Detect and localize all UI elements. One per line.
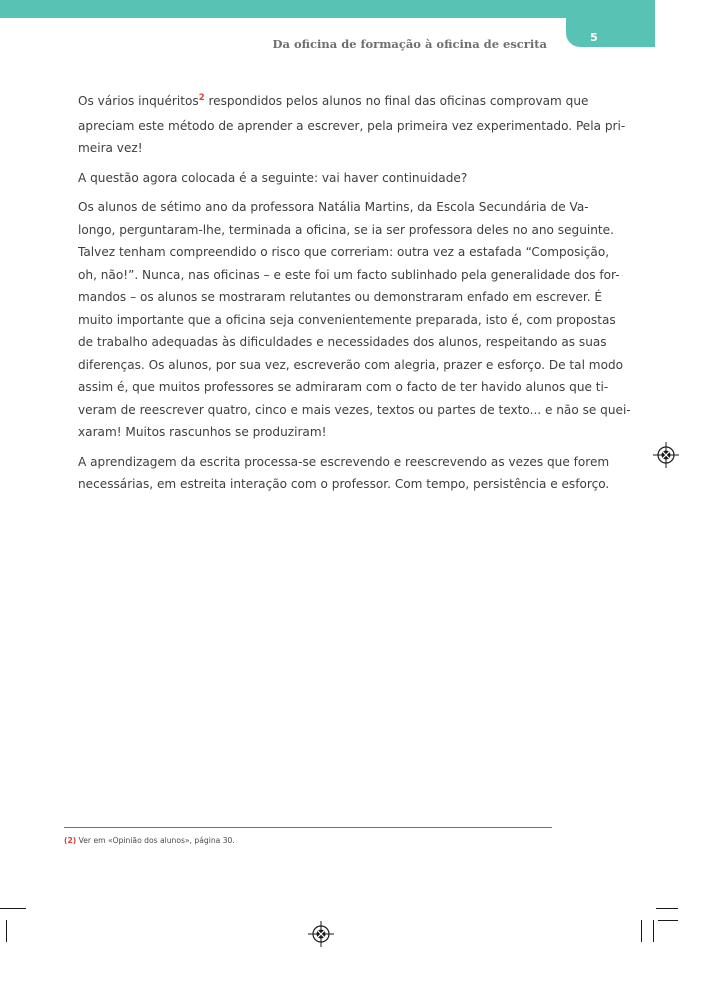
paragraph [64, 451, 610, 496]
crop-mark [0, 908, 26, 909]
footnote-rule [64, 827, 552, 828]
page-number: 5 [590, 31, 598, 44]
registration-mark-icon [308, 921, 334, 947]
header-band [0, 0, 655, 18]
footnote-text: Ver em «Opinião dos alunos», página 30. [76, 836, 235, 845]
footnote-reference[interactable]: 2 [198, 93, 205, 103]
text-line: necessárias, em estreita interação com o professor. Com tempo, persistência e esforço. [78, 477, 610, 491]
text-line: de trabalho adequadas às dificuldades e necessidades dos alunos, respeitando as suas [78, 335, 607, 349]
text-segment: Os vários inquéritos [78, 94, 199, 108]
text-line: A aprendizagem da escrita processa-se escrevendo e reescrevendo as vezes que forem [78, 454, 610, 469]
crop-mark [653, 920, 654, 942]
text-line: muito importante que a oficina seja convenientemente preparada, isto é, com propostas [78, 312, 616, 327]
crop-mark [641, 920, 642, 942]
text-line [64, 90, 589, 115]
paragraph [64, 196, 631, 444]
text-line: veram de reescrever quatro, cinco e mais vezes, textos ou partes de texto... e não se quei- [78, 402, 631, 417]
footnote-marker: (2) [64, 836, 77, 845]
text-line: Os alunos de sétimo ano da professora Natália Martins, da Escola Secundária de Va- [78, 200, 589, 214]
text-line: longo, perguntaram-lhe, terminada a oficina, se ia ser professora deles no ano seguinte. [78, 222, 614, 237]
text-line: meira vez! [78, 141, 143, 155]
text-line: xaram! Muitos rascunhos se produziram! [78, 425, 327, 439]
text-segment: respondidos pelos alunos no final das oficinas comprovam que [204, 94, 589, 108]
text-line: Talvez tenham compreendido o risco que correriam: outra vez a estafada “Composição, [78, 245, 610, 259]
crop-mark [658, 920, 678, 921]
text-line: mandos – os alunos se mostraram relutantes ou demonstraram enfado em escrever. É [78, 290, 603, 304]
text-line: oh, não!”. Nunca, nas oficinas – e este foi um facto sublinhado pela generalidade dos for- [78, 267, 620, 282]
paragraph [64, 167, 576, 190]
footnote [64, 836, 235, 845]
text-line: apreciam este método de aprender a escrever, pela primeira vez experimentado. Pela pri- [78, 118, 626, 133]
crop-mark [656, 908, 678, 909]
crop-mark [6, 920, 7, 942]
text-line: diferenças. Os alunos, por sua vez, escreverão com alegria, prazer e esforço. De tal modo [78, 357, 624, 372]
running-header: Da oficina de formação à oficina de escrita [272, 37, 547, 51]
registration-mark-icon [653, 442, 679, 468]
text-line: A questão agora colocada é a seguinte: vai haver continuidade? [78, 170, 468, 185]
body-text [64, 90, 631, 503]
paragraph [64, 90, 626, 160]
text-line: assim é, que muitos professores se admiraram com o facto de ter havido alunos que ti- [78, 380, 609, 394]
